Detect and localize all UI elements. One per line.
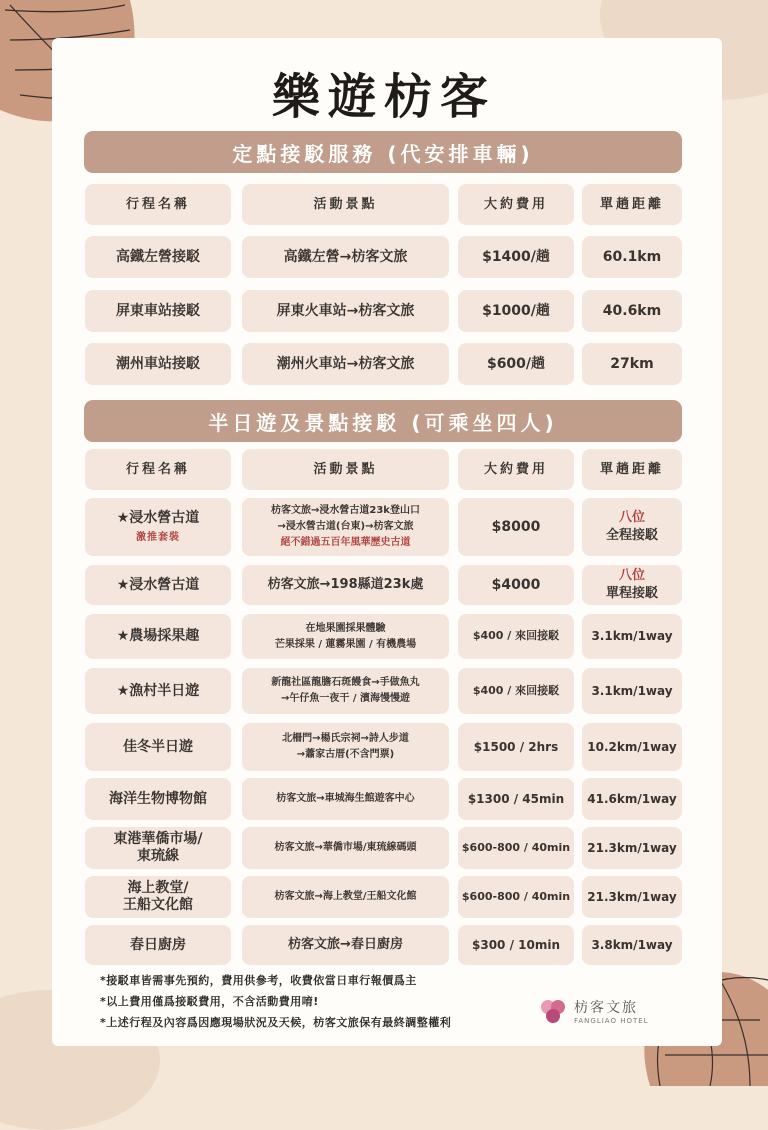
s2-row1-badge: 激推套裝 [136,532,180,544]
s2-row1-cost: $8000 [458,498,574,556]
s2-row1-spot-line3: 絕不錯過五百年風華歷史古道 [280,537,411,548]
s2-row2-dist-line1: 八位 [618,568,645,584]
footnote-1: *接駁車皆需事先預約，費用供參考，收費依當日車行報價爲主 [100,974,417,987]
s2-row1-dist-line2: 全程接駁 [605,528,658,543]
s2-row2-spot: 枋客文旅→198縣道23k處 [242,565,449,605]
s2-row3-cost: $400 / 來回接駁 [458,614,574,659]
s2-row5-name: 佳冬半日遊 [85,723,231,771]
s2-header-name: 行程名稱 [85,449,231,490]
s1-header-spot: 活動景點 [242,184,449,225]
s2-row5-cost: $1500 / 2hrs [458,723,574,771]
s2-row7-name-line2: 東琉線 [137,848,179,864]
s2-row1-dist-line1: 八位 [618,510,645,526]
s2-header-dist: 單趟距離 [582,449,682,490]
s1-row3-spot: 潮州火車站→枋客文旅 [242,343,449,385]
page-title: 樂遊枋客 [271,69,496,125]
s1-row2-cost: $1000/趟 [458,290,574,332]
s2-row3-spot-line2: 芒果採果 / 蓮霧果園 / 有機農場 [274,638,417,650]
s2-header-cost: 大約費用 [458,449,574,490]
s2-row6-name: 海洋生物博物館 [85,778,231,820]
s2-row9-cost: $300 / 10min [458,925,574,965]
s2-row4-spot-line2: →午仔魚一夜干 / 濱海慢慢遊 [281,693,410,704]
s1-row1-name: 高鐵左營接駁 [85,236,231,278]
s2-row7-dist: 21.3km/1way [582,827,682,869]
s2-row7-name-cell [85,827,231,869]
s2-row6-spot: 枋客文旅→車城海生館遊客中心 [242,778,449,820]
s2-row1-name: ★浸水營古道 [116,510,200,527]
s2-row3-spot-cell [242,614,449,659]
s2-row1-name-cell [85,498,231,556]
s1-row3-name: 潮州車站接駁 [85,343,231,385]
s2-row3-name: ★農場採果趣 [85,614,231,659]
s2-row2-name: ★浸水營古道 [85,565,231,605]
s1-row1-cost: $1400/趟 [458,236,574,278]
s2-row4-cost: $400 / 來回接駁 [458,668,574,714]
s2-row8-name-line1: 海上教堂/ [127,880,189,897]
s1-row1-dist: 60.1km [582,236,682,278]
hotel-logo [538,996,649,1026]
s2-row6-dist: 41.6km/1way [582,778,682,820]
s2-row9-name: 春日廚房 [85,925,231,965]
s2-row8-name-cell [85,876,231,918]
s2-row4-spot-line1: 新龍社區龍膽石斑饅食→手做魚丸 [271,677,420,688]
s2-row5-spot-line2: →蕭家古厝(不含門票) [296,749,395,760]
s2-row9-dist: 3.8km/1way [582,925,682,965]
section2-banner: 半日遊及景點接駁 (可乘坐四人) [84,400,682,442]
s1-header-cost: 大約費用 [458,184,574,225]
flower-logo-icon [538,996,568,1026]
s2-row5-dist: 10.2km/1way [582,723,682,771]
s2-row7-name-line1: 東港華僑市場/ [113,831,203,848]
s2-row3-spot-line1: 在地果園採果體驗 [305,622,386,634]
logo-name: 枋客文旅 [574,1000,638,1016]
s2-row7-spot: 枋客文旅→華僑市場/東琉線碼頭 [242,827,449,869]
s2-header-spot: 活動景點 [242,449,449,490]
s2-row4-spot-cell [242,668,449,714]
s2-row6-cost: $1300 / 45min [458,778,574,820]
s1-row2-dist: 40.6km [582,290,682,332]
footnote-2: *以上費用僅爲接駁費用，不含活動費用唷! [100,995,319,1008]
s2-row3-dist: 3.1km/1way [582,614,682,659]
s2-row9-spot: 枋客文旅→春日廚房 [242,925,449,965]
s2-row1-spot-line1: 枋客文旅→浸水營古道23k登山口 [271,505,420,516]
s1-row3-cost: $600/趟 [458,343,574,385]
s2-row2-cost: $4000 [458,565,574,605]
s2-row8-spot: 枋客文旅→海上教堂/王船文化館 [242,876,449,918]
s1-header-name: 行程名稱 [85,184,231,225]
s2-row2-dist-line2: 單程接駁 [605,586,658,601]
s2-row4-dist: 3.1km/1way [582,668,682,714]
s2-row5-spot-cell [242,723,449,771]
s2-row8-name-line2: 王船文化館 [123,897,193,913]
s2-row8-dist: 21.3km/1way [582,876,682,918]
s1-row2-spot: 屏東火車站→枋客文旅 [242,290,449,332]
s2-row5-spot-line1: 北柵門→楊氏宗祠→詩人步道 [282,733,409,744]
s1-row1-spot: 高鐵左營→枋客文旅 [242,236,449,278]
footnotes [100,970,451,1033]
s2-row7-cost: $600-800 / 40min [458,827,574,869]
footnote-3: *上述行程及內容爲因應現場狀況及天候，枋客文旅保有最終調整權利 [100,1016,452,1029]
s2-row2-dist-cell [582,565,682,605]
s2-row1-spot-line2: →浸水營古道(台東)→枋客文旅 [277,521,414,532]
s2-row1-dist-cell [582,498,682,556]
s1-row2-name: 屏東車站接駁 [85,290,231,332]
s2-row4-name: ★漁村半日遊 [85,668,231,714]
s1-header-dist: 單趟距離 [582,184,682,225]
s2-row8-cost: $600-800 / 40min [458,876,574,918]
section1-banner: 定點接駁服務 (代安排車輛) [84,131,682,173]
s2-row1-spot-cell [242,498,449,556]
logo-english: FANGLIAO HOTEL [574,1017,649,1025]
s1-row3-dist: 27km [582,343,682,385]
